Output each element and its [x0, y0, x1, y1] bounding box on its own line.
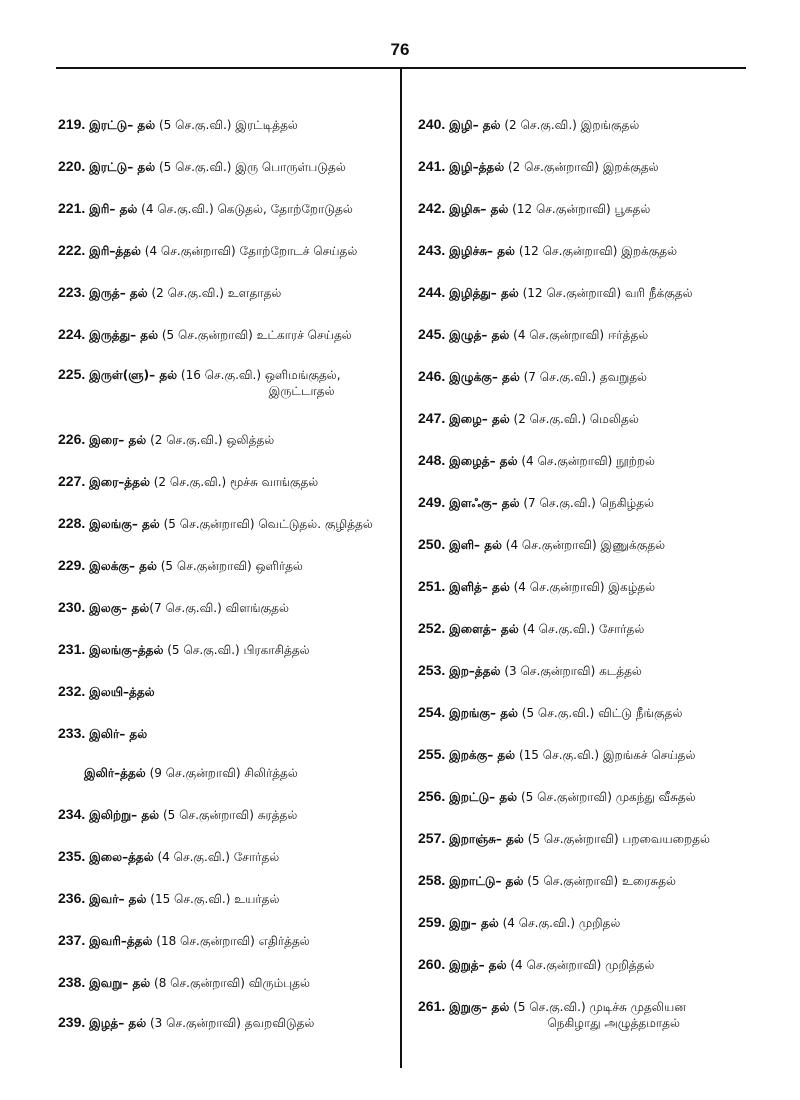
- entry-number: 258.: [418, 872, 446, 888]
- entry-number: 220.: [58, 158, 86, 174]
- entry-headword: இரட்டு– தல்: [89, 118, 156, 132]
- entry-number: 228.: [58, 515, 86, 531]
- entry-definition: (4 செ.கு.வி.) சோர்தல்: [153, 850, 280, 864]
- entry-definition: (12 செ.குன்றாவி) இறக்குதல்: [515, 244, 678, 258]
- entry-definition: (16 செ.கு.வி.) ஒளிமங்குதல்,: [177, 368, 341, 382]
- dictionary-entry: [418, 998, 686, 1031]
- entry-number: 227.: [58, 473, 86, 489]
- entry-definition: (2 செ.கு.வி.) இறங்குதல்: [500, 118, 640, 132]
- dictionary-entry: [418, 368, 647, 385]
- entry-number: 229.: [58, 557, 86, 573]
- dictionary-entry: [418, 872, 676, 889]
- entry-headword: இறுகு– தல்: [449, 1000, 510, 1014]
- entry-number: 236.: [58, 890, 86, 906]
- dictionary-entry: [418, 830, 710, 847]
- entry-number: 254.: [418, 704, 446, 720]
- entry-headword: இவறு– தல்: [89, 976, 151, 990]
- dictionary-entry: [58, 641, 310, 658]
- entry-definition: (4 செ.குன்றாவி) இணுக்குதல்: [501, 538, 666, 552]
- dictionary-entry: [58, 366, 341, 399]
- dictionary-entry: [58, 725, 147, 742]
- entry-definition: (5 செ.குன்றாவி) உட்காரச் செய்தல்: [158, 328, 352, 342]
- dictionary-entry: [418, 242, 677, 259]
- entry-headword: இரி–த்தல்: [89, 244, 141, 258]
- entry-number: 241.: [418, 158, 446, 174]
- entry-definition: (4 செ.குன்றாவி) இகழ்தல்: [509, 580, 656, 594]
- entry-number: 219.: [58, 116, 86, 132]
- entry-definition: (4 செ.கு.வி.) சோர்தல்: [518, 622, 645, 636]
- entry-headword: இழி–த்தல்: [449, 160, 505, 174]
- entry-number: 232.: [58, 683, 86, 699]
- dictionary-entry: [84, 764, 298, 781]
- entry-definition: (4 செ.குன்றாவி) முறித்தல்: [506, 958, 655, 972]
- entry-definition: (5 செ.குன்றாவி) முகந்து வீசுதல்: [517, 790, 696, 804]
- entry-number: 246.: [418, 368, 446, 384]
- dictionary-entry: [418, 494, 654, 511]
- entry-definition: (5 செ.கு.வி.) விட்டு நீங்குதல்: [517, 706, 683, 720]
- entry-headword: இழிச்சு– தல்: [449, 244, 515, 258]
- entry-number: 251.: [418, 578, 446, 594]
- entry-headword: இருத்– தல்: [89, 286, 148, 300]
- entry-definition: (5 செ.குன்றாவி) ஒளிர்தல்: [156, 559, 303, 573]
- dictionary-entry: [58, 806, 297, 823]
- entry-definition: (2 செ.கு.வி.) மெலிதல்: [509, 412, 639, 426]
- entry-number: 256.: [418, 788, 446, 804]
- entry-headword: இலங்கு–த்தல்: [89, 643, 164, 657]
- dictionary-entry: [58, 1014, 314, 1031]
- dictionary-entry: [58, 116, 298, 133]
- entry-number: 226.: [58, 431, 86, 447]
- entry-definition: (4 செ.கு.வி.) முறிதல்: [498, 916, 621, 930]
- dictionary-entry: [58, 599, 289, 616]
- entry-number: 253.: [418, 662, 446, 678]
- entry-headword: இலகு– தல்: [89, 601, 150, 615]
- entry-definition: (9 செ.குன்றாவி) சிலிர்த்தல்: [145, 766, 298, 780]
- entry-number: 261.: [418, 998, 446, 1014]
- entry-definition: (5 செ.கு.வி.) பிரகாசித்தல்: [163, 643, 310, 657]
- entry-number: 260.: [418, 956, 446, 972]
- dictionary-entry: [58, 473, 318, 490]
- dictionary-entry: [58, 200, 353, 217]
- entry-definition: (3 செ.குன்றாவி) தவறவிடுதல்: [146, 1016, 315, 1030]
- entry-definition: (2 செ.குன்றாவி) இறக்குதல்: [504, 160, 659, 174]
- entry-definition: (5 செ.குன்றாவி) சுரத்தல்: [159, 808, 298, 822]
- entry-number: 252.: [418, 620, 446, 636]
- entry-number: 257.: [418, 830, 446, 846]
- entry-number: 244.: [418, 284, 446, 300]
- entry-headword: இளி– தல்: [449, 538, 502, 552]
- dictionary-entry: [418, 116, 639, 133]
- entry-headword: இற–த்தல்: [449, 664, 501, 678]
- entry-headword: இறுத்– தல்: [449, 958, 507, 972]
- entry-headword: இலயி–த்தல்: [89, 685, 155, 699]
- column-divider: [400, 68, 402, 1068]
- entry-definition: (7 செ.கு.வி.) நெகிழ்தல்: [519, 496, 654, 510]
- entry-number: 239.: [58, 1014, 86, 1030]
- entry-headword: இவரி–த்தல்: [89, 934, 153, 948]
- entry-number: 224.: [58, 326, 86, 342]
- entry-definition: (4 செ.குன்றாவி) நூற்றல்: [517, 454, 656, 468]
- entry-number: 248.: [418, 452, 446, 468]
- entry-headword: இறாட்டு– தல்: [449, 874, 524, 888]
- entry-headword: இரட்டு– தல்: [89, 160, 156, 174]
- entry-headword: இலங்கு– தல்: [89, 517, 160, 531]
- dictionary-entry: [58, 431, 274, 448]
- entry-number: 238.: [58, 974, 86, 990]
- entry-headword: இலிர்–த்தல்: [84, 766, 146, 780]
- entry-headword: இறு– தல்: [449, 916, 499, 930]
- dictionary-entry: [418, 158, 659, 175]
- dictionary-entry: [418, 788, 696, 805]
- entry-definition: (4 செ.கு.வி.) கெடுதல், தோற்றோடுதல்: [137, 202, 353, 216]
- entry-headword: இலிர்– தல்: [89, 727, 148, 741]
- entry-number: 233.: [58, 725, 86, 741]
- entry-headword: இளஃகு– தல்: [449, 496, 520, 510]
- entry-definition: (2 செ.கு.வி.) ஒலித்தல்: [146, 433, 275, 447]
- entry-headword: இழை– தல்: [449, 412, 510, 426]
- entry-headword: இருள்(ளு)– தல்: [89, 368, 178, 382]
- entry-headword: இழைத்– தல்: [449, 454, 518, 468]
- entry-number: 250.: [418, 536, 446, 552]
- entry-definition: (5 செ.கு.வி.) முடிச்சு முதலியன: [509, 1000, 686, 1014]
- entry-definition: (2 செ.கு.வி.) உளதாதல்: [147, 286, 282, 300]
- entry-definition: (5 செ.கு.வி.) இரு பொருள்படுதல்: [155, 160, 346, 174]
- entry-definition: (12 செ.குன்றாவி) வரி நீக்குதல்: [518, 286, 693, 300]
- entry-number: 255.: [418, 746, 446, 762]
- dictionary-entry: [418, 578, 655, 595]
- entry-number: 259.: [418, 914, 446, 930]
- entry-definition: (8 செ.குன்றாவி) விரும்புதல்: [150, 976, 310, 990]
- entry-number: 222.: [58, 242, 86, 258]
- dictionary-entry: [418, 914, 620, 931]
- dictionary-entry: [418, 452, 655, 469]
- entry-headword: இலக்கு– தல்: [89, 559, 157, 573]
- entry-number: 221.: [58, 200, 86, 216]
- dictionary-entry: [418, 620, 644, 637]
- entry-definition: (7 செ.கு.வி.) தவறுதல்: [519, 370, 648, 384]
- entry-number: 235.: [58, 848, 86, 864]
- entry-headword: இறங்கு– தல்: [449, 706, 518, 720]
- entry-definition: (3 செ.குன்றாவி) கடத்தல்: [500, 664, 642, 678]
- entry-headword: இலை–த்தல்: [89, 850, 154, 864]
- dictionary-entry: [58, 848, 279, 865]
- entry-definition: (4 செ.குன்றாவி) தோற்றோடச் செய்தல்: [140, 244, 358, 258]
- entry-definition: (4 செ.குன்றாவி) ஈர்த்தல்: [509, 328, 649, 342]
- entry-definition-continuation: நெகிழாது அழுத்தமாதல்: [547, 1016, 680, 1030]
- entry-headword: இழுக்கு– தல்: [449, 370, 520, 384]
- entry-definition: (5 செ.கு.வி.) இரட்டித்தல்: [155, 118, 298, 132]
- entry-definition: (15 செ.கு.வி.) இறங்கச் செய்தல்: [515, 748, 696, 762]
- entry-definition: (2 செ.கு.வி.) மூச்சு வாங்குதல்: [149, 475, 319, 489]
- entry-number: 223.: [58, 284, 86, 300]
- entry-headword: இரை–த்தல்: [89, 475, 150, 489]
- dictionary-entry: [418, 956, 654, 973]
- dictionary-entry: [418, 662, 642, 679]
- entry-headword: இருத்து– தல்: [89, 328, 159, 342]
- dictionary-entry: [418, 536, 665, 553]
- entry-headword: இறட்டு– தல்: [449, 790, 518, 804]
- dictionary-entry: [418, 746, 695, 763]
- entry-headword: இவர்– தல்: [89, 892, 147, 906]
- entry-number: 230.: [58, 599, 86, 615]
- entry-number: 231.: [58, 641, 86, 657]
- entry-definition: (7 செ.கு.வி.) விளங்குதல்: [149, 601, 289, 615]
- entry-number: 247.: [418, 410, 446, 426]
- page-number: 76: [390, 40, 410, 59]
- entry-headword: இளித்– தல்: [449, 580, 510, 594]
- entry-headword: இரி– தல்: [89, 202, 138, 216]
- entry-headword: இளைத்– தல்: [449, 622, 519, 636]
- entry-number: 243.: [418, 242, 446, 258]
- entry-definition: (5 செ.குன்றாவி) உரைசுதல்: [523, 874, 677, 888]
- entry-headword: இழத்– தல்: [89, 1016, 147, 1030]
- dictionary-entry: [58, 515, 373, 532]
- entry-definition: (5 செ.குன்றாவி) வெட்டுதல். குழித்தல்: [159, 517, 373, 531]
- entry-definition: (15 செ.கு.வி.) உயர்தல்: [146, 892, 280, 906]
- entry-definition: (18 செ.குன்றாவி) எதிர்த்தல்: [152, 934, 310, 948]
- entry-number: 225.: [58, 366, 86, 382]
- entry-definition: (5 செ.குன்றாவி) பறவையறைதல்: [523, 832, 710, 846]
- entry-headword: இழித்து– தல்: [449, 286, 519, 300]
- dictionary-entry: [58, 974, 310, 991]
- entry-number: 240.: [418, 116, 446, 132]
- entry-headword: இரை– தல்: [89, 433, 147, 447]
- dictionary-entry: [418, 410, 639, 427]
- entry-number: 234.: [58, 806, 86, 822]
- entry-definition: (12 செ.குன்றாவி) பூசுதல்: [508, 202, 651, 216]
- entry-number: 249.: [418, 494, 446, 510]
- entry-definition-continuation: இருட்டாதல்: [268, 384, 335, 398]
- entry-number: 237.: [58, 932, 86, 948]
- dictionary-entry: [418, 326, 648, 343]
- dictionary-entry: [58, 284, 281, 301]
- entry-headword: இறக்கு– தல்: [449, 748, 516, 762]
- dictionary-entry: [418, 704, 682, 721]
- dictionary-entry: [58, 158, 346, 175]
- dictionary-entry: [58, 242, 357, 259]
- entry-headword: இழி– தல்: [449, 118, 501, 132]
- dictionary-entry: [58, 932, 310, 949]
- dictionary-entry: [58, 890, 279, 907]
- dictionary-entry: [58, 326, 352, 343]
- dictionary-entry: [418, 200, 650, 217]
- dictionary-entry: [418, 284, 693, 301]
- dictionary-entry: [58, 683, 155, 700]
- entry-headword: இழுத்– தல்: [449, 328, 510, 342]
- entry-headword: இலிற்று– தல்: [89, 808, 160, 822]
- entry-headword: இழிசு– தல்: [449, 202, 509, 216]
- entry-number: 245.: [418, 326, 446, 342]
- entry-headword: இறாஞ்சு– தல்: [449, 832, 524, 846]
- entry-number: 242.: [418, 200, 446, 216]
- dictionary-entry: [58, 557, 303, 574]
